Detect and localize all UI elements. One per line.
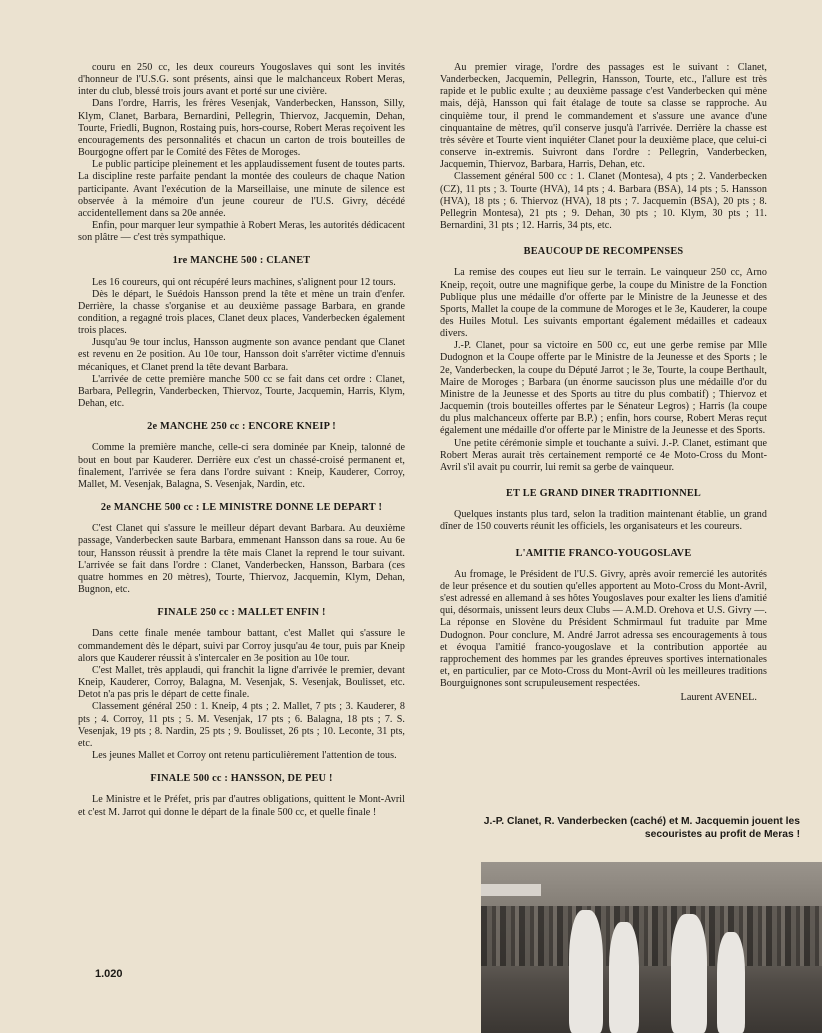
photo-rescuers-image — [481, 862, 822, 1033]
article-paragraph: Jusqu'au 9e tour inclus, Hansson augmente son avance pendant que Clanet est revenu en 2e position. Au 10e tour, Hansson doit s'arrêter victime d'ennuis mécaniques, et Clanet prend la tête devant Barbara. — [78, 337, 405, 373]
article-paragraph: Classement général 250 : 1. Kneip, 4 pts ; 2. Mallet, 7 pts ; 3. Kauderer, 8 pts ; 4. Corroy, 11 pts ; 5. M. Vesenjak, 17 pts ; 6. Balagna, 18 pts ; 7. S. Vesenjak, 19 pts ; 8. Nardin, 25 pts ; 9. Boulisset, 26 pts ; 10. Leconte, 31 pts, etc. — [78, 701, 405, 749]
article-paragraph: Les jeunes Mallet et Corroy ont retenu particulièrement l'attention de tous. — [92, 750, 397, 761]
article-paragraph: couru en 250 cc, les deux coureurs Yougoslaves qui sont les invités d'honneur de l'U.S.G. sont présents, ainsi que le malchanceux Robert Meras, inter du club, blessé trois jours avant et porté sur une civière. — [78, 62, 405, 98]
article-paragraph: Au premier virage, l'ordre des passages est le suivant : Clanet, Vanderbecken, Jacquemin, Pellegrin, Hansson, Tourte, etc., l'allure est très rapide et le public exulte ; au deuxième passage c'est Vanderbecken qui mène mais, déjà, Hansson qui fait étalage de toute sa classe se rapproche. Au cinquième tour, il prend le commandement et s'assure une avance d'une cinquantaine de mètres, qu'il conserve jusqu'à l'arrivée. Derrière la chasse est très sévère et Tourte vient inquiéter Clanet pour la deuxième place, que celui-ci conserve in-extremis. Suivront dans l'ordre : Pellegrin, Vanderbecken, Jacquemin, Thiervoz, Barbara, Harris, Dehan, etc. — [440, 62, 767, 171]
article-paragraph: Classement général 500 cc : 1. Clanet (Montesa), 4 pts ; 2. Vanderbecken (CZ), 11 pts ; 3. Tourte (HVA), 14 pts ; 4. Barbara (BSA), 14 pts ; 5. Hansson (HVA), 18 pts ; 6. Thiervoz (HVA), 18 pts ; 7. Jacquemin (BSA), 20 pts ; 8. Pellegrin Montesa), 21 pts ; 9. Dehan, 30 pts ; 10. Klym, 30 pts ; 11. Bernardini, 31 pts ; 12. Harris, 34 pts, etc. — [440, 171, 767, 232]
article-paragraph: C'est Clanet qui s'assure le meilleur départ devant Barbara. Au deuxième passage, Vanderbecken saute Barbara, emmenant Hansson dans sa roue. Au 6e tour, Hansson réussit à prendre la tête mais Clanet la reprend le tour suivant. L'arrivée se fait dans l'ordre : Clanet, Vanderbecken, Hansson, Barbara (ces quatre hommes en 20 mètres), Tourte, Thiervoz, Jacquemin, Klym, Dehan, Bugnon, etc. — [78, 523, 405, 596]
section-heading: BEAUCOUP DE RECOMPENSES — [523, 246, 684, 258]
article-paragraph: Une petite cérémonie simple et touchante a suivi. J.-P. Clanet, estimant que Robert Meras aurait très certainement remporté ce 4e Moto-Cross du Mont-Avril s'il avait pu courrir, lui remit sa gerbe de vainqueur. — [440, 437, 767, 473]
photo-figure — [569, 910, 603, 1033]
article-paragraph: Au fromage, le Président de l'U.S. Givry, après avoir remercié les autorités de leur présence et du soutien qu'elles apportent au Moto-Cross du Mont-Avril, s'est adressé en allemand à ses hôtes Yougoslaves pour exalter les liens d'amitié qui, désormais, unissent leurs deux Clubs — A.M.D. Orehova et U.S. Givry —. La réponse en Slovène du Président Schmirmaul fut traduite par Mme Dudognon. Pour conclure, M. André Jarrot adressa ses encouragements à tous et évoqua l'amitié franco-yougoslave et la contribution apportée au rapprochement des hommes par les grandes épreuves sportives internationales et, en particulier, par ce Moto-Cross du Mont-Avril où les meilleures traditions Bourguignones sont scrupuleusement respectées. — [440, 568, 767, 690]
author-signature: Laurent AVENEL. — [680, 692, 757, 704]
section-heading: L'AMITIE FRANCO-YOUGOSLAVE — [515, 547, 692, 559]
article-paragraph: La remise des coupes eut lieu sur le terrain. Le vainqueur 250 cc, Arno Kneip, reçoit, outre une magnifique gerbe, la coupe du Ministre de la Fonction Publique plus une médaille d'or offerte par le Ministre de la Jeunesse et des Sports, Mallet la coupe de la commune de Moroges et le 3e, Kauderer, la coupe des Huiles Motul. Les suivants emportant également médailles et cadeaux divers. — [440, 267, 767, 340]
article-paragraph: Comme la première manche, celle-ci sera dominée par Kneip, talonné de bout en bout par Kauderer. Derrière eux c'est un chassé-croisé permanent et, finalement, l'arrivée se fera dans l'ordre suivant : Kneip, Kauderer, Corroy, Mallet, M. Vesenjak, Balagna, S. Vesenjak, Nardin, etc. — [78, 442, 405, 490]
article-paragraph: C'est Mallet, très applaudi, qui franchit la ligne d'arrivée le premier, devant Kneip, Kauderer, Corroy, Balagna, M. Vesenjak, S. Vesenjak, Boulisset, etc. Detot n'a pas pris le départ de cette finale. — [78, 664, 405, 701]
page-number: 1.020 — [95, 968, 123, 980]
section-heading: FINALE 250 cc : MALLET ENFIN ! — [157, 607, 326, 619]
section-heading: FINALE 500 cc : HANSSON, DE PEU ! — [150, 773, 333, 785]
article-paragraph: Dès le départ, le Suédois Hansson prend la tête et mène un train d'enfer. Derrière, la chasse s'organise et au deuxième passage Barbara, en grande condition, a regagné trois places, Clanet deux places, Vanderbecken également trois places. — [78, 288, 405, 337]
photo-figure — [717, 932, 745, 1033]
article-paragraph: Enfin, pour marquer leur sympathie à Robert Meras, les autorités dédicacent son plâtre — c'est très sympathique. — [78, 220, 405, 244]
article-paragraph: Le public participe pleinement et les applaudissement fusent de toutes parts. La discipline reste parfaite pendant la montée des couleurs de chaque Nation participante. Avant l'exécution de la Marseillaise, une minute de silence est observée à la mémoire d'un jeune coureur de l'U.S. Givry, décédé accidentellement dans sa 20e année. — [78, 159, 405, 219]
article-paragraph: J.-P. Clanet, pour sa victoire en 500 cc, eut une gerbe remise par Mlle Dudognon et la Coupe offerte par le Ministre de la Jeunesse et des Sports ; le 2e, Vanderbecken, la coupe du Député Jarrot ; le 3e, Tourte, la coupe Berthault, Maire de Moroges ; Barbara (un énorme saucisson plus une médaille d'or du Ministre de la Jeunesse et des Sports au titre du plus combatif) ; Thiervoz et Jacquemin (trois bouteilles offertes par le Sénateur Legros) ; Harris (la coupe du plus malchanceux offerte par B.P.) ; enfin, hors course, Robert Meras reçut également une médaille d'or offerte par le Ministre de la Jeunesse et des Sports. — [440, 340, 767, 437]
section-heading: 2e MANCHE 250 cc : ENCORE KNEIP ! — [147, 421, 336, 433]
photo-figure — [671, 914, 707, 1033]
photo-crowd — [481, 906, 822, 966]
left-column — [78, 62, 405, 819]
article-paragraph: Dans cette finale menée tambour battant, c'est Mallet qui s'assure le commandement dès le départ, suivi par Corroy jusqu'au 4e tour, puis par Kneip alors que Kauderer réussit à s'intercaler en 3e position au 10e tour. — [78, 628, 405, 664]
section-heading: 2e MANCHE 500 cc : LE MINISTRE DONNE LE DEPART ! — [100, 502, 383, 514]
article-paragraph: Le Ministre et le Préfet, pris par d'autres obligations, quittent le Mont-Avril et c'est M. Jarrot qui donne le départ de la finale 500 cc, et quelle finale ! — [78, 794, 405, 818]
right-column — [440, 62, 767, 705]
photo-figure — [609, 922, 639, 1033]
article-paragraph: Les 16 coureurs, qui ont récupéré leurs machines, s'alignent pour 12 tours. — [92, 276, 396, 288]
article-paragraph: Quelques instants plus tard, selon la tradition maintenant établie, un grand dîner de 150 couverts réunit les officiels, les organisateurs et les coureurs. — [440, 509, 767, 533]
section-heading: ET LE GRAND DINER TRADITIONNEL — [505, 488, 701, 500]
article-paragraph: L'arrivée de cette première manche 500 cc se fait dans cet ordre : Clanet, Barbara, Pellegrin, Vanderbecken, Thiervoz, Tourte, Jacquemin, Harris, Klym, Dehan, etc. — [78, 373, 405, 410]
section-heading: 1re MANCHE 500 : CLANET — [172, 255, 311, 267]
article-paragraph: Dans l'ordre, Harris, les frères Vesenjak, Vanderbecken, Hansson, Silly, Klym, Clanet, Barbara, Bernardini, Pellegrin, Thiervoz, Jacquemin, Dehan, Tourte, Friedli, Bugnon, Rostaing puis, hors-course, Robert Meras reçoivent les encouragements des personnalités et chacun un carton de trois bouteilles de Bourgogne offert par le Comité des Fêtes de Moroges. — [78, 98, 405, 159]
photo-caption: J.-P. Clanet, R. Vanderbecken (caché) et M. Jacquemin jouent les secouristes au profit de Meras ! — [483, 816, 800, 840]
photo-banner — [481, 884, 541, 896]
